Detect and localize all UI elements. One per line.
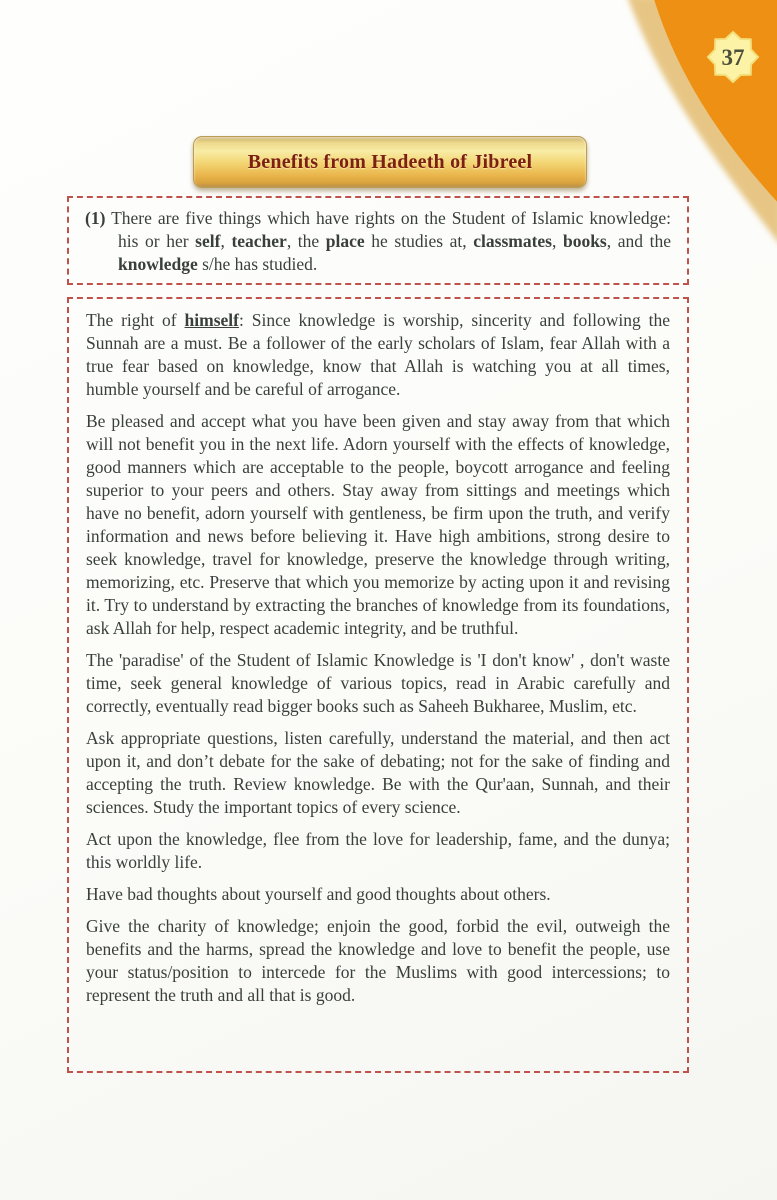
paragraph (86, 883, 670, 906)
text-run: himself (184, 310, 239, 330)
section-title-banner (193, 136, 587, 188)
text-run: , the (286, 231, 326, 251)
text-run: teacher (231, 231, 287, 251)
text-run: self (195, 231, 221, 251)
paragraph (86, 727, 670, 819)
text-run: The 'paradise' of the Student of Islamic Knowledge is 'I don't know' , don't waste time, seek general knowledge of various topics, read in Arabic carefully and correctly, eventually read bigger books such as Saheeh Bukharee, Muslim, etc. (86, 650, 670, 716)
text-run: Be pleased and accept what you have been given and stay away from that which will not benefit you in the next life. Adorn yourself with the effects of knowledge, good manners which are acceptable to the people, boycott arrogance and feeling superior to your peers and others. Stay away from sittings and meetings which have no benefit, adorn yourself with gentleness, be firm upon the truth, and verify information and news before believing it. Have high ambitions, strong desire to seek knowledge, travel for knowledge, preserve the knowledge through writing, memorizing, etc. Preserve that which you memorize by acting upon it and revising it. Try to understand by extracting the branches of knowledge from its foundations, ask Allah for help, respect academic integrity, and be truthful. (86, 411, 670, 638)
text-run: , (551, 231, 563, 251)
text-run: s/he has studied. (197, 254, 318, 274)
text-run: The right of (86, 310, 185, 330)
main-box (67, 297, 689, 1073)
text-run: classmates (473, 231, 552, 251)
paragraph (86, 828, 670, 874)
text-run: , and the (606, 231, 671, 251)
text-run: There are five things which have rights on the Student of Islamic knowledge: his or her (105, 208, 671, 251)
paragraph (86, 410, 670, 640)
text-run: , (220, 231, 232, 251)
text-run: : Since knowledge is worship, sincerity and following the Sunnah are a must. Be a follower of the early scholars of Islam, fear Allah with a true fear based on knowledge, know that Allah is watching you at all times, humble yourself and be careful of arrogance. (86, 310, 671, 399)
text-run: Give the charity of knowledge; enjoin the good, forbid the evil, outweigh the benefits and the harms, spread the knowledge and love to benefit the people, use your status/position to intercede for the Muslims with good intercessions; to represent the truth and all that is good. (86, 916, 670, 1005)
page-number: 37 (721, 45, 745, 70)
text-run: books (562, 231, 607, 251)
text-run: knowledge (118, 254, 198, 274)
text-run: Ask appropriate questions, listen carefully, understand the material, and then act upon it, and don’t debate for the sake of debating; not for the sake of finding and accepting the truth. Review knowledge. Be with the Qur'aan, Sunnah, and their sciences. Study the important topics of every science. (86, 728, 670, 817)
paragraph (86, 649, 670, 718)
paragraph (86, 309, 670, 401)
text-run: Have bad thoughts about yourself and good thoughts about others. (86, 884, 551, 904)
text-run: he studies at, (364, 231, 474, 251)
text-run: Act upon the knowledge, flee from the love for leadership, fame, and the dunya; this worldly life. (86, 829, 670, 872)
intro-paragraph (85, 207, 671, 276)
paragraph (86, 915, 670, 1007)
section-title: Benefits from Hadeeth of Jibreel (247, 150, 533, 173)
intro-box (67, 196, 689, 285)
text-run: (1) (85, 208, 106, 228)
text-run: place (325, 231, 365, 251)
corner-swoosh (653, 0, 777, 206)
